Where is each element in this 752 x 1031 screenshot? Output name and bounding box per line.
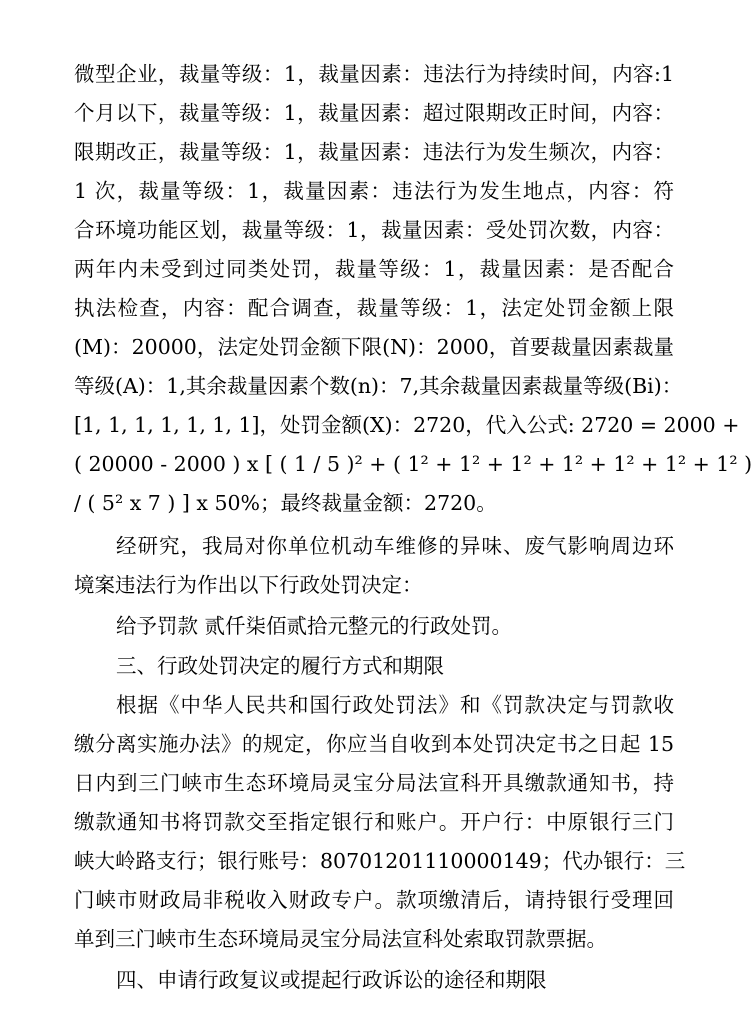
formula-line: / ( 5² x 7 ) ] x 50%；最终裁量金额：2720。 — [74, 491, 497, 515]
text-line: 合环境功能区划，裁量等级：1，裁量因素：受处罚次数，内容： — [74, 218, 674, 242]
formula-line: ( 20000 - 2000 ) x [ ( 1 / 5 )² + ( 1² + 1² + 1² + 1² + 1² + 1² + 1² ) — [74, 452, 752, 476]
text-line: [1, 1, 1, 1, 1, 1, 1]，处罚金额(X)：2720，代入公式: 2720 = 2000 + — [74, 413, 740, 437]
text-line: 门峡市财政局非税收入财政专户。款项缴清后，请持银行受理回 — [74, 888, 674, 912]
section-heading: 四、申请行政复议或提起行政诉讼的途径和期限 — [116, 968, 547, 992]
text-line: 境案违法行为作出以下行政处罚决定： — [74, 573, 423, 597]
paragraph-first-line: 经研究，我局对你单位机动车维修的异味、废气影响周边环 — [116, 534, 674, 558]
text-line: 执法检查，内容：配合调查，裁量等级：1，法定处罚金额上限 — [74, 296, 674, 320]
paragraph-first-line: 根据《中华人民共和国行政处罚法》和《罚款决定与罚款收 — [116, 693, 674, 717]
text-line: 1 次，裁量等级：1，裁量因素：违法行为发生地点，内容：符 — [74, 179, 674, 203]
text-line: 日内到三门峡市生态环境局灵宝分局法宣科开具缴款通知书，持 — [74, 771, 674, 795]
text-line: 单到三门峡市生态环境局灵宝分局法宣科处索取罚款票据。 — [74, 927, 607, 951]
text-line: 缴款通知书将罚款交至指定银行和账户。开户行：中原银行三门 — [74, 810, 674, 834]
text-line: 缴分离实施办法》的规定，你应当自收到本处罚决定书之日起 15 — [74, 732, 674, 756]
text-line: 微型企业，裁量等级：1，裁量因素：违法行为持续时间，内容:1 — [74, 62, 674, 86]
text-line: (M)：20000，法定处罚金额下限(N)：2000，首要裁量因素裁量 — [74, 335, 674, 359]
decision-line: 给予罚款 贰仟柒佰贰拾元整元的行政处罚。 — [116, 614, 513, 638]
section-heading: 三、行政处罚决定的履行方式和期限 — [116, 654, 444, 678]
text-line: 两年内未受到过同类处罚，裁量等级：1，裁量因素：是否配合 — [74, 257, 674, 281]
text-line: 等级(A)：1,其余裁量因素个数(n)：7,其余裁量因素裁量等级(Bi)： — [74, 374, 683, 398]
text-line: 峡大岭路支行；银行账号：80701201110000149；代办银行：三 — [74, 849, 686, 873]
text-line: 个月以下，裁量等级：1，裁量因素：超过限期改正时间，内容： — [74, 101, 674, 125]
text-line: 限期改正，裁量等级：1，裁量因素：违法行为发生频次，内容： — [74, 140, 674, 164]
